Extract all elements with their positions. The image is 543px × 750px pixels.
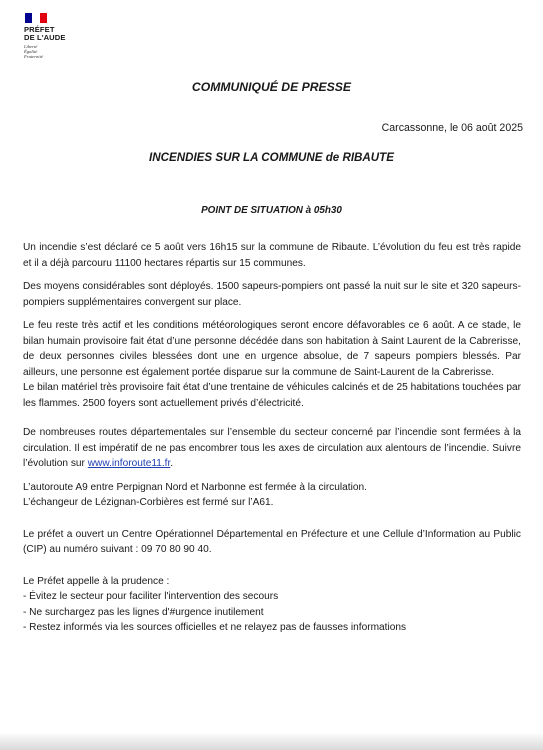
appeal-item: - Restez informés via les sources officielles et ne relayez pas de fausses informations: [23, 622, 407, 633]
flag-white-band: [32, 13, 39, 23]
motorway-a9-closure: L’autoroute A9 entre Perpignan Nord et Narbonne est fermée à la circulation.: [23, 481, 367, 493]
road-closures-end: .: [170, 458, 174, 469]
document-heading: COMMUNIQUÉ DE PRESSE: [191, 80, 352, 94]
road-closures-text: De nombreuses routes départementales sur l’ensemble du secteur concerné par l’incendie sont fermées à la circulation. Il est impératif de ne pas encombrer tous les axes de circulation aux alentours de l’incendie. Suivre l’évolution sur: [23, 427, 521, 469]
french-flag-icon: [25, 13, 47, 23]
appeal-item: - Ne surchargez pas les lignes d'#urgence inutilement: [23, 606, 264, 618]
paragraph-resources: Des moyens considérables sont déployés. 1500 sapeurs-pompiers ont passé la nuit sur le site et 320 sapeurs-pompiers supplémentaires convergent sur place.: [23, 281, 521, 308]
interchange-closure: L’échangeur de Lézignan-Corbières est fermé sur l’A61.: [23, 497, 274, 508]
prudence-appeal: [23, 574, 521, 636]
paragraph-information-center: Le préfet a ouvert un Centre Opérationnel Départemental en Préfecture et une Cellule d’Information au Public (CIP) au numéro suivant : 09 70 80 90 40.: [23, 528, 521, 555]
paragraph-material-toll: Le bilan matériel très provisoire fait état d’une trentaine de véhicules calcinés et de 25 habitations touchées par les flammes. 2500 foyers sont actuellement privés d’électricité.: [23, 382, 521, 409]
date-line: Carcassonne, le 06 août 2025: [381, 122, 523, 134]
flag-red-band: [40, 13, 47, 23]
inforoute-link[interactable]: www.inforoute11.fr: [87, 458, 171, 469]
logo-motto: Liberté Égalité Fraternité: [24, 44, 43, 60]
paragraph-road-closures: [23, 425, 521, 472]
document-title: INCENDIES SUR LA COMMUNE de RIBAUTE: [149, 151, 394, 164]
situation-subtitle: POINT DE SITUATION à 05h30: [201, 205, 342, 216]
page-bottom-edge: [0, 734, 543, 750]
logo-title: PRÉFET DE L'AUDE: [24, 25, 66, 42]
document-body: [23, 240, 521, 636]
appeal-intro: Le Préfet appelle à la prudence :: [23, 575, 170, 587]
flag-blue-band: [25, 13, 32, 23]
prefecture-logo: [24, 13, 84, 60]
appeal-item: - Évitez le secteur pour faciliter l'intervention des secours: [23, 591, 279, 602]
paragraph-fire-start: Un incendie s’est déclaré ce 5 août vers 16h15 sur la commune de Ribaute. L’évolution du feu est très rapide et il a déjà parcouru 11100 hectares répartis sur 15 communes.: [23, 242, 521, 269]
paragraph-human-toll: Le feu reste très actif et les conditions météorologiques seront encore défavorables ce 6 août. A ce stade, le bilan humain provisoire fait état d’une personne décédée dans son habitation à Saint Laurent de la Cabrerisse, de deux personnes civiles blessées dont une en urgence absolue, de 7 sapeurs pompiers blessés. Par ailleurs, une personne est également portée disparue sur la commune de Saint-Laurent de la Cabrerisse.: [23, 320, 521, 378]
